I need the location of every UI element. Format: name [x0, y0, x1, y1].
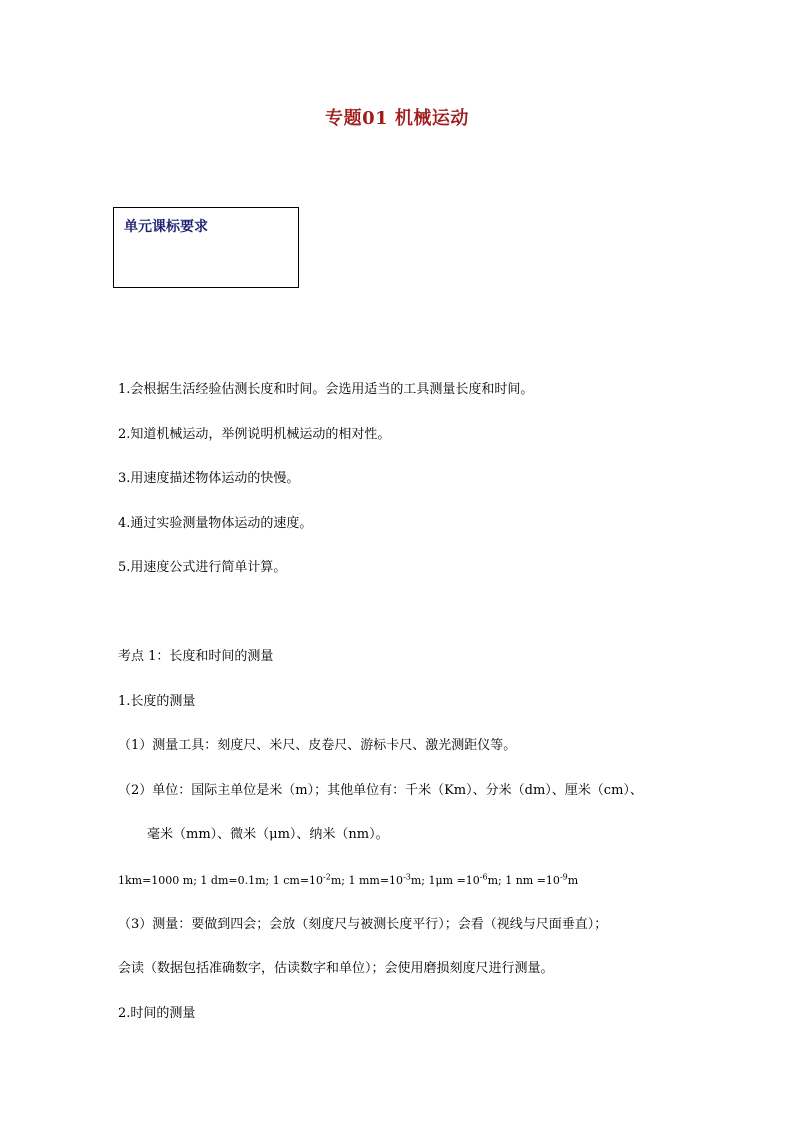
conv-part-2: m; 1 mm=10: [330, 874, 404, 887]
item-measure-line1: （3）测量：要做到四会；会放（刻度尺与被测长度平行）；会看（视线与尺面垂直）；: [118, 917, 608, 932]
conv-part-5: m: [567, 874, 579, 887]
conv-exp-1: -2: [323, 872, 331, 882]
conv-part-3: m; 1μm =10: [410, 874, 480, 887]
item-measure-line2: 会读（数据包括准确数字，估读数字和单位）；会使用磨损刻度尺进行测量。: [118, 961, 554, 976]
item-units-line2: 毫米（mm）、微米（μm）、纳米（nm）。: [147, 827, 389, 842]
subheading-length: 1.长度的测量: [118, 694, 196, 709]
unit-conversions: [118, 872, 578, 890]
requirement-5: 5.用速度公式进行简单计算。: [118, 560, 287, 575]
item-units-line1: （2）单位：国际主单位是米（m）；其他单位有：千米（Km）、分米（dm）、厘米（cm）、: [118, 783, 643, 798]
conv-exp-3: -6: [479, 872, 488, 882]
subheading-time: 2.时间的测量: [118, 1006, 196, 1021]
conv-exp-2: -3: [403, 872, 411, 882]
requirement-1: 1.会根据生活经验估测长度和时间。会选用适当的工具测量长度和时间。: [118, 382, 534, 397]
requirement-4: 4.通过实验测量物体运动的速度。: [118, 516, 313, 531]
page-title: 专题01 机械运动: [325, 108, 469, 129]
conv-part-1: 1km=1000 m; 1 dm=0.1m; 1 cm=10: [118, 874, 324, 887]
requirement-3: 3.用速度描述物体运动的快慢。: [118, 471, 300, 486]
section-heading: 考点 1：长度和时间的测量: [118, 649, 274, 664]
requirement-2: 2.知道机械运动，举例说明机械运动的相对性。: [118, 427, 391, 442]
unit-requirements-label: 单元课标要求: [124, 219, 208, 235]
conv-exp-4: -9: [559, 872, 568, 882]
unit-requirements-box: [113, 207, 299, 288]
conv-part-4: m; 1 nm =10: [487, 874, 560, 887]
item-tools: （1）测量工具：刻度尺、米尺、皮卷尺、游标卡尺、激光测距仪等。: [118, 738, 517, 753]
